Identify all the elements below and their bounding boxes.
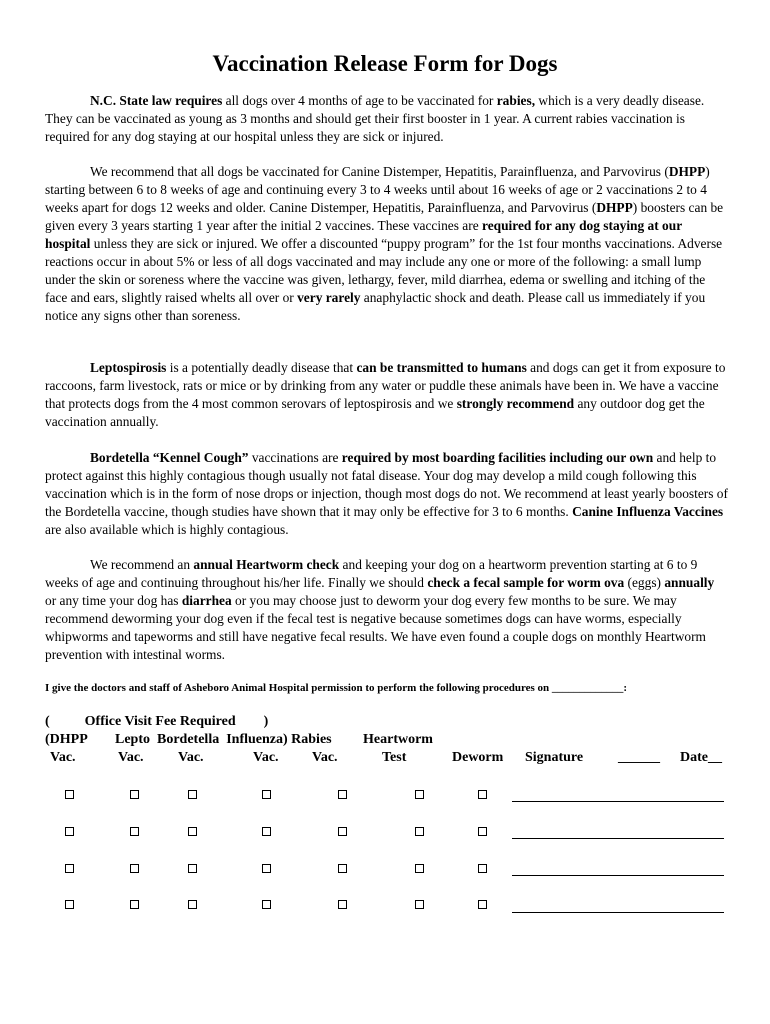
heartworm-test-header: Test <box>382 750 407 765</box>
dhpp-header: (DHPP <box>45 732 88 747</box>
bordetella-checkbox[interactable] <box>188 900 197 909</box>
deworm-header: Deworm <box>452 750 504 765</box>
signature-line[interactable] <box>512 875 724 876</box>
rabies-checkbox[interactable] <box>338 900 347 909</box>
body-text: which is a very deadly disease. They can be vaccinated as young as 3 months and should get their first booster in 1 year. A current rabies vaccination is required for any dog staying at our hospital unless they are sick or injured. <box>45 93 705 144</box>
lepto-checkbox[interactable] <box>130 790 139 799</box>
heartworm-test-checkbox[interactable] <box>415 864 424 873</box>
office-visit-header: ( Office Visit Fee Required ) <box>45 714 269 729</box>
bold-text: rabies, <box>496 93 536 108</box>
bordetella-vac-header: Vac. <box>178 750 204 765</box>
dhpp-checkbox[interactable] <box>65 790 74 799</box>
date-header: Date__ <box>680 750 722 765</box>
heartworm-test-checkbox[interactable] <box>415 900 424 909</box>
body-text: all dogs over 4 months of age to be vaccinated for <box>222 93 497 108</box>
deworm-checkbox[interactable] <box>478 864 487 873</box>
lepto-checkbox[interactable] <box>130 864 139 873</box>
bold-text: Canine Influenza Vaccines <box>572 504 724 519</box>
influenza-vac-header: Vac. <box>253 750 279 765</box>
bold-text: strongly recommend <box>456 396 575 411</box>
heartworm-test-checkbox[interactable] <box>415 790 424 799</box>
dhpp-checkbox[interactable] <box>65 864 74 873</box>
body-text: We recommend that all dogs be vaccinated for Canine Distemper, Hepatitis, Parainfluenza, and Parvovirus ( <box>90 164 669 179</box>
vaccines-header: Lepto Bordetella Influenza) Rabies <box>115 732 332 747</box>
lepto-vac-header: Vac. <box>118 750 144 765</box>
body-text: and help to protect against this highly contagious though usually not fatal disease. Your dog may develop a mild cough following this vaccination which is in the form of nose drops or injection, though most dogs do not. We recommend at least yearly boosters of the Bordetella vaccine, though studies have shown that it may only be effective for 3 to 6 months. <box>45 450 728 519</box>
bold-text: annual Heartworm check <box>193 557 340 572</box>
signature-line[interactable] <box>512 838 724 839</box>
rabies-checkbox[interactable] <box>338 790 347 799</box>
bordetella-paragraph <box>45 449 728 539</box>
influenza-checkbox[interactable] <box>262 900 271 909</box>
deworm-checkbox[interactable] <box>478 827 487 836</box>
dhpp-paragraph <box>45 163 728 325</box>
heartworm-test-checkbox[interactable] <box>415 827 424 836</box>
signature-line[interactable] <box>512 912 724 913</box>
body-text: (eggs) <box>624 575 665 590</box>
dhpp-vac-header: Vac. <box>50 750 76 765</box>
consent-statement: I give the doctors and staff of Asheboro Animal Hospital permission to perform the following procedures on _____________: <box>45 682 628 694</box>
bold-text: required by most boarding facilities including our own <box>341 450 654 465</box>
influenza-checkbox[interactable] <box>262 864 271 873</box>
bold-text: N.C. State law requires <box>90 93 223 108</box>
body-text: anaphylactic shock and death. Please call us immediately if you notice any signs other than soreness. <box>45 290 706 323</box>
bordetella-checkbox[interactable] <box>188 827 197 836</box>
bold-text: DHPP <box>668 164 706 179</box>
bold-text: check a fecal sample for worm ova <box>427 575 625 590</box>
rabies-checkbox[interactable] <box>338 827 347 836</box>
body-text: ) starting between 6 to 8 weeks of age and continuing every 3 to 4 weeks until about 16 weeks of age or 2 vaccinations 2 to 4 weeks apart for dogs 12 weeks and older. Canine Distemper, Hepatitis, Parainfluenza, and Parvovirus ( <box>45 164 710 215</box>
bold-text: annually <box>664 575 715 590</box>
heartworm-paragraph <box>45 556 728 664</box>
body-text: any outdoor dog get the vaccination annually. <box>45 396 705 429</box>
signature-header: Signature <box>525 750 584 765</box>
bold-text: very rarely <box>297 290 361 305</box>
body-text: and keeping your dog on a heartworm prevention starting at 6 to 9 weeks of age and continuing throughout his/her life. Finally we should <box>45 557 698 590</box>
body-text: We recommend an <box>90 557 194 572</box>
heartworm-header: Heartworm <box>363 732 433 747</box>
deworm-checkbox[interactable] <box>478 790 487 799</box>
rabies-paragraph <box>45 92 728 146</box>
bordetella-checkbox[interactable] <box>188 790 197 799</box>
lepto-checkbox[interactable] <box>130 900 139 909</box>
leptospirosis-paragraph <box>45 359 728 431</box>
body-text: vaccinations are <box>248 450 342 465</box>
influenza-checkbox[interactable] <box>262 790 271 799</box>
body-text: unless they are sick or injured. We offer a discounted “puppy program” for the 1st four months vaccinations. Adverse reactions occur in about 5% or less of all dogs vaccinated and may include any one or more of the following: a small lump under the skin or soreness where the vaccine was given, lethargy, fever, mild diarrhea, edema or swelling and itching of the face and ears, slightly raised whelts all over or <box>45 236 723 305</box>
body-text: or any time your dog has <box>45 593 182 608</box>
body-text: and dogs can get it from exposure to raccoons, farm livestock, rats or mice or by drinking from any water or puddle these animals have been in. We have a vaccine that protects dogs from the 4 most common serovars of leptospirosis and we <box>45 360 726 411</box>
form-title: Vaccination Release Form for Dogs <box>212 51 558 76</box>
bordetella-checkbox[interactable] <box>188 864 197 873</box>
rabies-checkbox[interactable] <box>338 864 347 873</box>
body-text: ) boosters can be given every 3 years starting 1 year after the initial 2 vaccines. These vaccines are <box>45 200 724 233</box>
body-text: are also available which is highly contagious. <box>45 522 289 537</box>
bold-text: can be transmitted to humans <box>356 360 527 375</box>
dhpp-checkbox[interactable] <box>65 827 74 836</box>
bold-text: required for any dog staying at our hospital <box>45 218 682 251</box>
body-text: or you may choose just to deworm your dog every few months to be sure. We may recommend deworming your dog even if the fecal test is negative because sometimes dogs can have worms, especially whipworms and tapeworms and still have negative fecal results. We have even found a couple dogs on monthly Heartworm prevention with intestinal worms. <box>45 593 706 662</box>
signature-line[interactable] <box>512 801 724 802</box>
bold-text: diarrhea <box>181 593 232 608</box>
signature-blank: ______ <box>618 750 660 765</box>
deworm-checkbox[interactable] <box>478 900 487 909</box>
influenza-checkbox[interactable] <box>262 827 271 836</box>
body-text: is a potentially deadly disease that <box>166 360 357 375</box>
lepto-checkbox[interactable] <box>130 827 139 836</box>
bold-text: Bordetella “Kennel Cough” <box>90 450 249 465</box>
dhpp-checkbox[interactable] <box>65 900 74 909</box>
rabies-vac-header: Vac. <box>312 750 338 765</box>
bold-text: Leptospirosis <box>90 360 167 375</box>
bold-text: DHPP <box>596 200 633 215</box>
